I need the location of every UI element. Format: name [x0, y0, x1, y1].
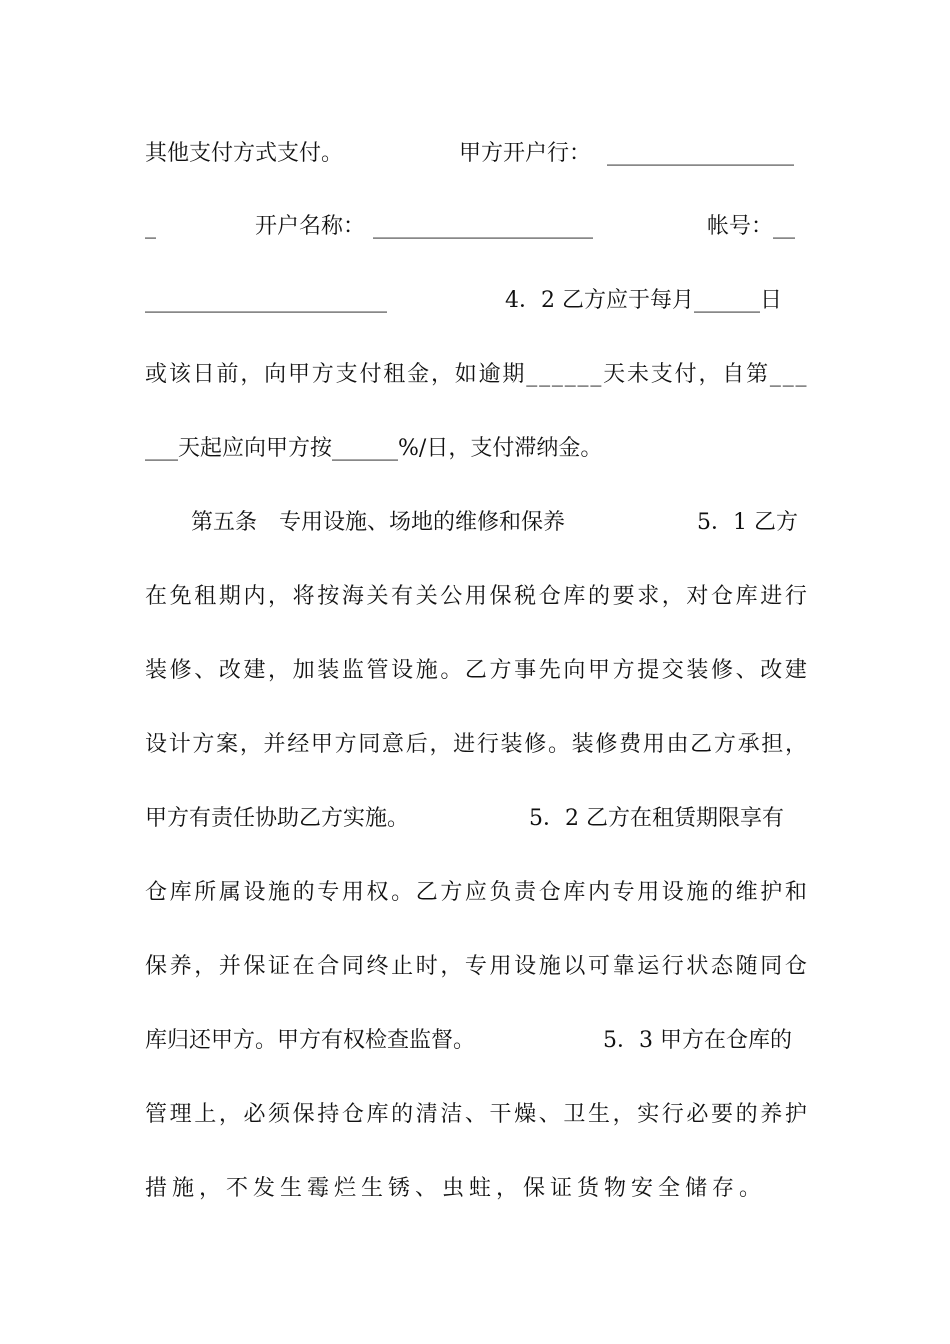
line-5-text: ___天起应向甲方按______%/日，支付滞纳金。	[145, 436, 603, 461]
text-line-12: 保 养 ， 并 保 证 在 合 同 终 止 时 ， 专 用 设 施 以 可 靠 运 行 状 态 随 同 仓	[145, 954, 807, 979]
bank-label: 甲方开户行：	[459, 141, 592, 166]
text-line-9: 设 计 方 案 ， 并 经 甲 方 同 意 后 ， 进 行 装 修 。 装 修 费 用 由 乙 方 承 担 ，	[145, 732, 807, 757]
text-line-1	[145, 137, 807, 171]
text-line-4: 或 该 日 前 ， 向 甲 方 支 付 租 金 ， 如 逾 期 _ _ _ _ _ _ 天 未 支 付 ， 自 第 _ _ _	[145, 362, 807, 387]
text-line-3	[145, 284, 807, 318]
clause-5-1-start: 5．1 乙方	[697, 510, 798, 535]
text-line-5	[145, 432, 807, 466]
text-line-2	[145, 210, 807, 244]
clause-4-2-start: 4．2 乙方应于每月______日	[505, 288, 782, 313]
text-line-10	[145, 802, 807, 836]
bank-blank: _________________	[607, 141, 794, 166]
line-1-text: 其他支付方式支付。	[145, 141, 344, 166]
text-line-7: 在 免 租 期 内 ， 将 按 海 关 有 关 公 用 保 税 仓 库 的 要 求 ， 对 仓 库 进 行	[145, 584, 807, 609]
text-line-13	[145, 1024, 807, 1058]
text-line-11: 仓 库 所 属 设 施 的 专 用 权 。 乙 方 应 负 责 仓 库 内 专 用 设 施 的 维 护 和	[145, 880, 807, 905]
clause-5-3-start: 5．3 甲方在仓库的	[603, 1028, 792, 1053]
bank-blank-continued: _	[145, 214, 156, 239]
line-10-text: 甲方有责任协助乙方实施。	[145, 806, 410, 831]
line-15-text: 措施，不发生霉烂生锈、虫蛀，保证货物安全储存。	[145, 1176, 767, 1201]
account-number-blank: ______________________	[145, 288, 387, 313]
line-13-text: 库归还甲方。甲方有权检查监督。	[145, 1028, 476, 1053]
account-number-label: 帐号：__	[707, 214, 796, 239]
clause-5-2-start: 5．2 乙方在租赁期限享有	[529, 806, 784, 831]
text-line-15	[145, 1172, 807, 1206]
text-line-14: 管 理 上 ， 必 须 保 持 仓 库 的 清 洁 、 干 燥 、 卫 生 ， 实 行 必 要 的 养 护	[145, 1102, 807, 1127]
account-name-label: 开户名称：	[255, 214, 366, 239]
article-5-heading: 第五条 专用设施、场地的维修和保养	[191, 510, 566, 535]
text-line-6	[145, 506, 807, 540]
text-line-8: 装 修 、 改 建 ， 加 装 监 管 设 施 。 乙 方 事 先 向 甲 方 提 交 装 修 、 改 建	[145, 658, 807, 683]
account-name-blank: ____________________	[373, 214, 593, 239]
